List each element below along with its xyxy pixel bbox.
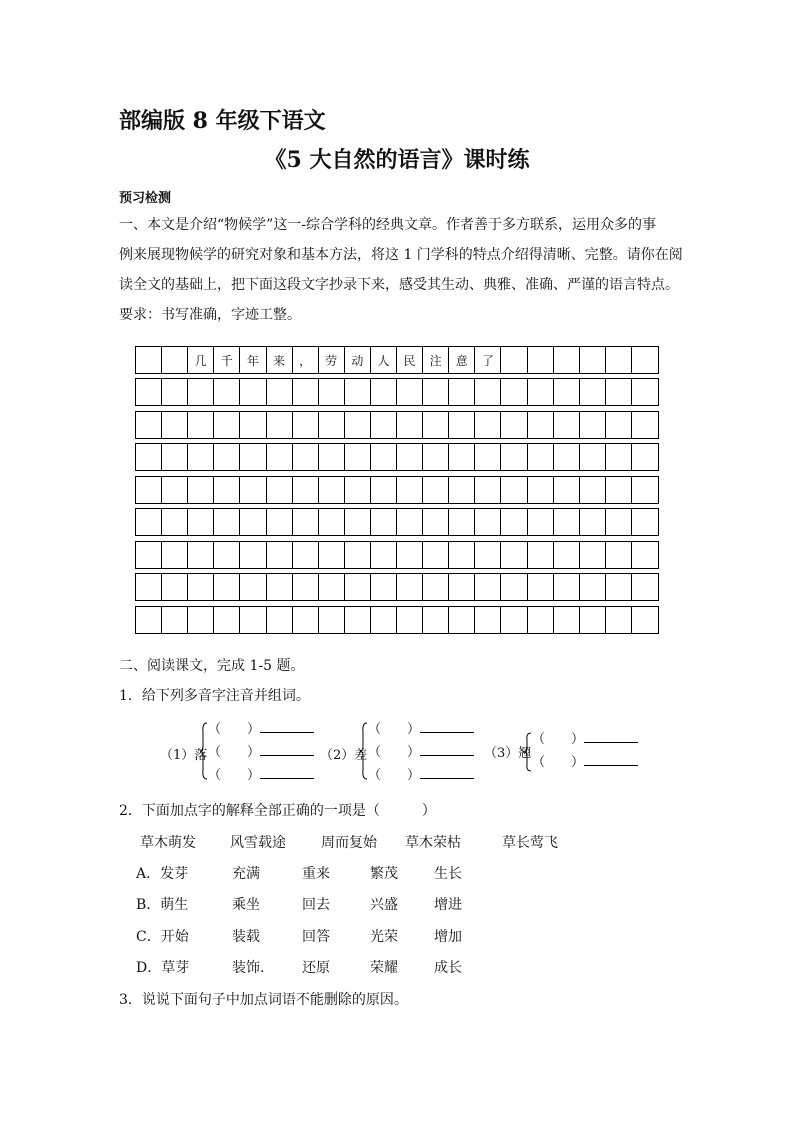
grid-cell[interactable] [554, 347, 580, 373]
grid-cell[interactable] [528, 607, 554, 633]
grid-cell[interactable] [554, 444, 580, 470]
grid-cell[interactable] [501, 412, 527, 438]
grid-cell[interactable] [528, 509, 554, 535]
grid-cell[interactable] [293, 412, 319, 438]
grid-cell[interactable] [632, 542, 658, 568]
grid-cell[interactable] [136, 444, 162, 470]
option-item: 重来 [302, 866, 330, 882]
polyphone-item-1 [160, 718, 300, 788]
grid-cell[interactable] [606, 412, 632, 438]
polyphone-label: （2）差 [320, 748, 368, 763]
grid-cell[interactable] [319, 379, 345, 405]
grid-cell[interactable] [345, 509, 371, 535]
grid-cell[interactable] [449, 412, 475, 438]
grid-cell[interactable] [580, 444, 606, 470]
grid-cell[interactable] [554, 509, 580, 535]
grid-cell[interactable] [449, 477, 475, 503]
pinyin-paren: （ ） [532, 732, 585, 747]
grid-cell[interactable] [501, 347, 527, 373]
grid-cell[interactable] [136, 412, 162, 438]
grid-cell[interactable]: 意 [449, 347, 475, 373]
grid-cell[interactable] [397, 477, 423, 503]
grid-cell[interactable] [267, 509, 293, 535]
grid-row [135, 346, 659, 374]
grid-cell[interactable] [449, 542, 475, 568]
answer-blank[interactable] [420, 719, 474, 733]
grid-cell[interactable] [423, 444, 449, 470]
grid-cell[interactable] [475, 379, 501, 405]
option-letter: C．开始 [136, 929, 189, 945]
grid-row [135, 476, 659, 504]
pinyin-paren: （ ） [368, 768, 421, 783]
grid-cell[interactable]: ， [293, 347, 319, 373]
grid-cell[interactable] [240, 607, 266, 633]
grid-cell[interactable] [501, 542, 527, 568]
grid-cell[interactable] [267, 379, 293, 405]
option-item: 繁茂 [370, 866, 398, 882]
option-letter: B．萌生 [136, 897, 189, 913]
grid-cell[interactable] [188, 444, 214, 470]
pinyin-paren: （ ） [208, 745, 261, 760]
grid-cell[interactable] [371, 509, 397, 535]
grid-cell[interactable] [554, 542, 580, 568]
grid-cell[interactable] [423, 477, 449, 503]
grid-cell[interactable] [162, 574, 188, 600]
grid-cell[interactable] [214, 477, 240, 503]
grid-cell[interactable] [554, 379, 580, 405]
section2-heading: 二、阅读课文，完成 1-5 题。 [119, 658, 305, 674]
option-b[interactable] [136, 894, 656, 914]
answer-blank[interactable] [420, 742, 474, 756]
grid-cell[interactable] [240, 477, 266, 503]
grid-cell[interactable] [397, 607, 423, 633]
grid-cell[interactable] [371, 444, 397, 470]
grid-cell[interactable] [319, 444, 345, 470]
document-subtitle: 《5 大自然的语言》课时练 [264, 147, 530, 173]
grid-cell[interactable] [397, 542, 423, 568]
grid-cell[interactable] [397, 379, 423, 405]
grid-cell[interactable] [188, 607, 214, 633]
grid-cell[interactable]: 千 [214, 347, 240, 373]
grid-row [135, 443, 659, 471]
grid-cell[interactable] [397, 412, 423, 438]
grid-cell[interactable] [528, 542, 554, 568]
option-item: 装载 [232, 929, 260, 945]
grid-cell[interactable] [528, 444, 554, 470]
grid-cell[interactable] [240, 379, 266, 405]
grid-cell[interactable] [475, 509, 501, 535]
option-item: 增进 [434, 897, 462, 913]
grid-cell[interactable] [632, 347, 658, 373]
grid-cell[interactable] [449, 607, 475, 633]
grid-row [135, 411, 659, 439]
option-letter: A．发芽 [136, 866, 189, 882]
grid-row [135, 378, 659, 406]
grid-cell[interactable] [319, 477, 345, 503]
grid-cell[interactable] [162, 607, 188, 633]
polyphone-label: （1）落 [160, 748, 208, 763]
pinyin-paren: （ ） [208, 768, 261, 783]
question-2: 2．下面加点字的解释全部正确的一项是（ ） [119, 803, 436, 819]
grid-cell[interactable] [162, 412, 188, 438]
grid-cell[interactable] [371, 477, 397, 503]
grid-cell[interactable] [606, 379, 632, 405]
grid-cell[interactable] [214, 607, 240, 633]
grid-cell[interactable] [240, 542, 266, 568]
grid-cell[interactable] [136, 509, 162, 535]
grid-cell[interactable] [606, 574, 632, 600]
grid-cell[interactable] [580, 607, 606, 633]
grid-cell[interactable] [267, 607, 293, 633]
grid-cell[interactable] [214, 379, 240, 405]
grid-cell[interactable] [580, 477, 606, 503]
grid-cell[interactable] [528, 477, 554, 503]
grid-cell[interactable]: 劳 [319, 347, 345, 373]
section-heading-preview: 预习检测 [119, 191, 172, 206]
grid-cell[interactable] [475, 607, 501, 633]
grid-cell[interactable] [632, 509, 658, 535]
grid-cell[interactable] [632, 477, 658, 503]
grid-cell[interactable] [528, 379, 554, 405]
grid-cell[interactable] [345, 379, 371, 405]
grid-cell[interactable]: 人 [371, 347, 397, 373]
word-item: 周而复始 [321, 835, 377, 851]
grid-cell[interactable] [606, 607, 632, 633]
grid-row [135, 508, 659, 536]
word-item: 风雪载途 [230, 835, 286, 851]
question-1: 1．给下列多音字注音并组词。 [119, 688, 310, 704]
grid-cell[interactable] [501, 379, 527, 405]
grid-cell[interactable] [554, 412, 580, 438]
grid-cell[interactable] [528, 574, 554, 600]
option-item: 乘坐 [232, 897, 260, 913]
grid-cell[interactable] [501, 509, 527, 535]
grid-cell[interactable]: 民 [397, 347, 423, 373]
grid-cell[interactable] [319, 412, 345, 438]
grid-cell[interactable] [345, 444, 371, 470]
grid-cell[interactable] [214, 444, 240, 470]
grid-cell[interactable] [423, 379, 449, 405]
grid-cell[interactable] [319, 542, 345, 568]
option-item: 回答 [302, 929, 330, 945]
grid-cell[interactable]: 年 [240, 347, 266, 373]
grid-cell[interactable] [397, 574, 423, 600]
grid-cell[interactable] [240, 412, 266, 438]
grid-cell[interactable] [371, 542, 397, 568]
grid-cell[interactable] [580, 542, 606, 568]
grid-cell[interactable] [475, 542, 501, 568]
grid-cell[interactable] [293, 444, 319, 470]
grid-cell[interactable] [136, 347, 162, 373]
grid-cell[interactable] [475, 574, 501, 600]
polyphone-item-3 [484, 728, 624, 778]
grid-row [135, 573, 659, 601]
grid-cell[interactable] [449, 379, 475, 405]
grid-cell[interactable] [162, 347, 188, 373]
grid-cell[interactable] [214, 509, 240, 535]
option-item: 成长 [434, 960, 462, 976]
grid-cell[interactable] [162, 542, 188, 568]
grid-cell[interactable] [345, 574, 371, 600]
grid-cell[interactable] [345, 607, 371, 633]
grid-cell[interactable] [554, 607, 580, 633]
option-letter: D．草芽 [136, 960, 190, 976]
grid-cell[interactable] [632, 444, 658, 470]
grid-cell[interactable] [267, 542, 293, 568]
grid-cell[interactable] [580, 509, 606, 535]
document-title: 部编版 8 年级下语文 [119, 108, 326, 134]
grid-cell[interactable] [214, 542, 240, 568]
pinyin-paren: （ ） [532, 755, 585, 770]
grid-cell[interactable] [214, 412, 240, 438]
grid-cell[interactable] [293, 509, 319, 535]
grid-cell[interactable] [267, 444, 293, 470]
grid-cell[interactable] [606, 542, 632, 568]
option-a[interactable] [136, 863, 656, 883]
grid-cell[interactable] [580, 347, 606, 373]
grid-cell[interactable] [475, 477, 501, 503]
option-item: 兴盛 [370, 897, 398, 913]
grid-cell[interactable] [580, 379, 606, 405]
grid-cell[interactable] [345, 477, 371, 503]
polyphone-item-2 [320, 718, 460, 788]
option-item: 回去 [302, 897, 330, 913]
brace-icon [524, 732, 532, 772]
grid-cell[interactable] [475, 444, 501, 470]
grid-cell[interactable] [188, 542, 214, 568]
grid-cell[interactable] [606, 347, 632, 373]
grid-cell[interactable] [267, 477, 293, 503]
grid-cell[interactable] [397, 444, 423, 470]
grid-row [135, 541, 659, 569]
dotted-words-row [140, 832, 660, 852]
grid-cell[interactable] [293, 574, 319, 600]
grid-cell[interactable] [136, 574, 162, 600]
grid-cell[interactable] [528, 347, 554, 373]
grid-cell[interactable] [267, 412, 293, 438]
grid-cell[interactable] [371, 607, 397, 633]
grid-cell[interactable] [423, 412, 449, 438]
grid-cell[interactable] [214, 574, 240, 600]
grid-cell[interactable]: 来 [267, 347, 293, 373]
answer-blank[interactable] [420, 765, 474, 779]
grid-cell[interactable] [501, 574, 527, 600]
grid-cell[interactable] [293, 607, 319, 633]
grid-cell[interactable] [136, 607, 162, 633]
option-item: 荣耀 [370, 960, 398, 976]
grid-cell[interactable] [632, 574, 658, 600]
instruction-line-2: 例来展现物候学的研究对象和基本方法，将这 1 门学科的特点介绍得清晰、完整。请你在阅 [119, 247, 683, 263]
pinyin-paren: （ ） [368, 745, 421, 760]
grid-cell[interactable]: 几 [188, 347, 214, 373]
grid-cell[interactable] [162, 477, 188, 503]
option-item: 充满 [232, 866, 260, 882]
grid-cell[interactable] [397, 509, 423, 535]
grid-cell[interactable] [293, 379, 319, 405]
grid-cell[interactable] [240, 444, 266, 470]
pinyin-paren: （ ） [368, 722, 421, 737]
polyphone-label: （3）翘 [484, 746, 532, 761]
grid-cell[interactable] [240, 509, 266, 535]
grid-cell[interactable] [371, 574, 397, 600]
option-item: 还原 [302, 960, 330, 976]
grid-cell[interactable] [371, 379, 397, 405]
grid-cell[interactable] [136, 477, 162, 503]
grid-cell[interactable] [554, 574, 580, 600]
instruction-line-4: 要求：书写准确，字迹工整。 [119, 307, 301, 323]
grid-cell[interactable] [606, 509, 632, 535]
option-item: 增加 [434, 929, 462, 945]
grid-cell[interactable] [606, 477, 632, 503]
grid-cell[interactable] [188, 509, 214, 535]
writing-grid [135, 346, 659, 634]
grid-cell[interactable]: 注 [423, 347, 449, 373]
grid-cell[interactable]: 动 [345, 347, 371, 373]
brace-icon [360, 722, 368, 780]
grid-cell[interactable] [449, 509, 475, 535]
word-item: 草木荣枯 [405, 835, 461, 851]
answer-blank[interactable] [260, 742, 314, 756]
grid-cell[interactable] [162, 509, 188, 535]
pinyin-paren: （ ） [208, 722, 261, 737]
option-item: 光荣 [370, 929, 398, 945]
word-item: 草长莺飞 [502, 835, 558, 851]
grid-cell[interactable] [293, 477, 319, 503]
grid-cell[interactable] [449, 444, 475, 470]
grid-cell[interactable] [501, 444, 527, 470]
grid-cell[interactable] [267, 574, 293, 600]
grid-cell[interactable] [632, 379, 658, 405]
grid-cell[interactable] [188, 574, 214, 600]
grid-cell[interactable] [240, 574, 266, 600]
grid-cell[interactable] [371, 412, 397, 438]
brace-icon [200, 722, 208, 780]
grid-cell[interactable] [475, 412, 501, 438]
grid-cell[interactable] [580, 412, 606, 438]
grid-cell[interactable] [606, 444, 632, 470]
grid-cell[interactable] [345, 412, 371, 438]
answer-blank[interactable] [260, 719, 314, 733]
option-item: 装饰. [232, 960, 265, 976]
grid-cell[interactable]: 了 [475, 347, 501, 373]
option-item: 生长 [434, 866, 462, 882]
grid-cell[interactable] [188, 379, 214, 405]
grid-cell[interactable] [293, 542, 319, 568]
grid-cell[interactable] [136, 542, 162, 568]
grid-cell[interactable] [162, 379, 188, 405]
instruction-line-3: 读全文的基础上，把下面这段文字抄录下来，感受其生动、典雅、准确、严谨的语言特点。 [119, 277, 679, 293]
grid-cell[interactable] [136, 379, 162, 405]
instruction-line-1: 一、本文是介绍“物候学”这一-综合学科的经典文章。作者善于多方联系，运用众多的事 [119, 217, 657, 233]
grid-cell[interactable] [632, 412, 658, 438]
grid-cell[interactable] [319, 574, 345, 600]
grid-cell[interactable] [319, 607, 345, 633]
grid-cell[interactable] [632, 607, 658, 633]
grid-cell[interactable] [580, 574, 606, 600]
grid-row [135, 606, 659, 634]
grid-cell[interactable] [449, 574, 475, 600]
grid-cell[interactable] [162, 444, 188, 470]
grid-cell[interactable] [501, 607, 527, 633]
grid-cell[interactable] [345, 542, 371, 568]
grid-cell[interactable] [423, 542, 449, 568]
question-3: 3．说说下面句子中加点词语不能删除的原因。 [119, 992, 408, 1008]
grid-cell[interactable] [554, 477, 580, 503]
option-c[interactable] [136, 926, 656, 946]
grid-cell[interactable] [423, 607, 449, 633]
grid-cell[interactable] [423, 509, 449, 535]
grid-cell[interactable] [423, 574, 449, 600]
grid-cell[interactable] [528, 412, 554, 438]
answer-blank[interactable] [584, 729, 638, 743]
answer-blank[interactable] [260, 765, 314, 779]
word-item: 草木萌发 [140, 835, 196, 851]
grid-cell[interactable] [319, 509, 345, 535]
grid-cell[interactable] [501, 477, 527, 503]
answer-blank[interactable] [584, 752, 638, 766]
grid-cell[interactable] [188, 477, 214, 503]
grid-cell[interactable] [188, 412, 214, 438]
option-d[interactable] [136, 957, 656, 977]
